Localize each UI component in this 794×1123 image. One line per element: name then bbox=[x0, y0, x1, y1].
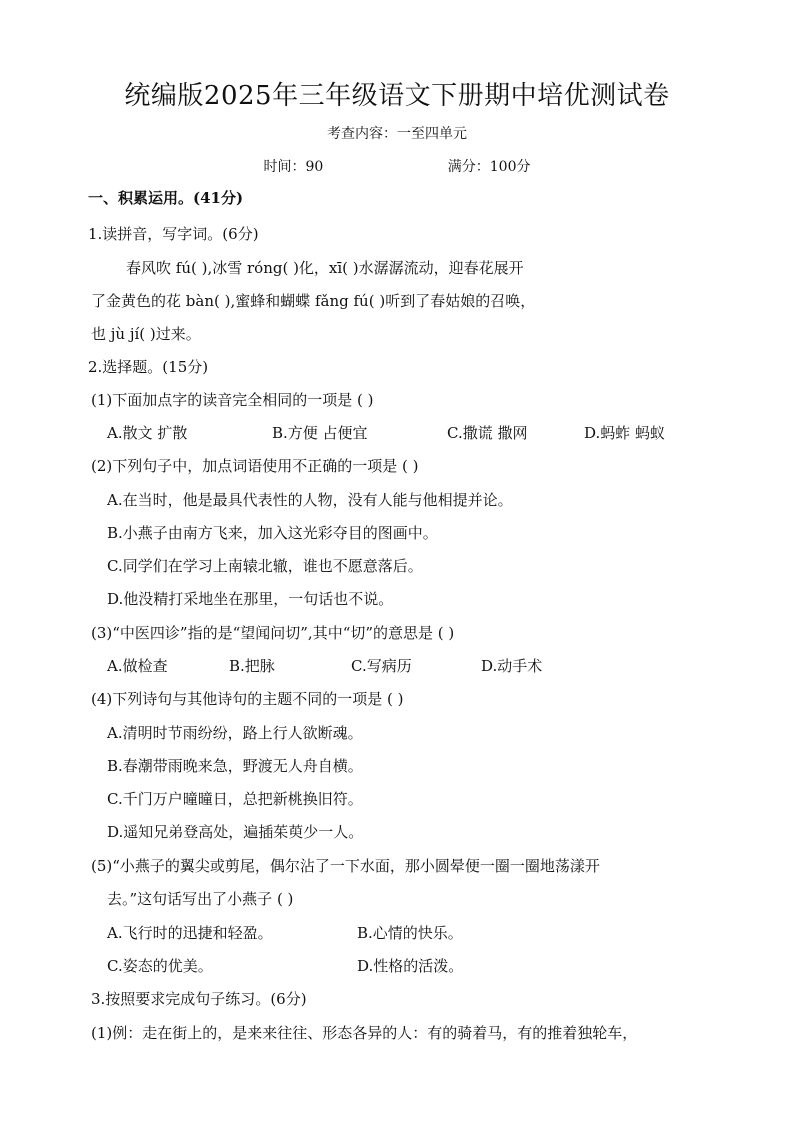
option-a: A.做检查 bbox=[107, 657, 168, 675]
option-d: D.动手术 bbox=[481, 657, 543, 675]
question-1-heading: 1.读拼音，写字词。(6分) bbox=[88, 225, 259, 243]
exam-meta bbox=[0, 157, 794, 177]
option-b: B.心情的快乐。 bbox=[357, 924, 463, 942]
option-b: B.把脉 bbox=[229, 657, 275, 675]
option-d: D.遥知兄弟登高处，遍插茱萸少一人。 bbox=[107, 823, 364, 841]
option-a: A.在当时，他是最具代表性的人物，没有人能与他相提并论。 bbox=[107, 491, 513, 509]
option-d: D.他没精打采地坐在那里，一句话也不说。 bbox=[107, 590, 394, 608]
option-c: C.撒谎 撒网 bbox=[447, 424, 528, 442]
option-a: A.清明时节雨纷纷，路上行人欲断魂。 bbox=[107, 724, 363, 742]
option-c: C.同学们在学习上南辕北辙，谁也不愿意落后。 bbox=[107, 557, 423, 575]
option-a: A.飞行时的迅捷和轻盈。 bbox=[107, 924, 273, 942]
exam-time: 时间：90 bbox=[263, 159, 324, 175]
option-d: D.蚂蚱 蚂蚁 bbox=[584, 424, 666, 442]
option-a: A.散文 扩散 bbox=[107, 424, 188, 442]
exam-scope: 考查内容：一至四单元 bbox=[327, 126, 467, 142]
question-1-line-1: 春风吹 fú( ),冰雪 róng( )化，xī( )水潺潺流动，迎春花展开 bbox=[126, 259, 524, 277]
option-c: C.姿态的优美。 bbox=[107, 957, 213, 975]
question-2-2-stem: (2)下列句子中，加点词语使用不正确的一项是 ( ) bbox=[91, 457, 419, 475]
section-heading: 一、积累运用。(41分) bbox=[88, 189, 244, 207]
question-1-line-2: 了金黄色的花 bàn( ),蜜蜂和蝴蝶 fǎng fú( )听到了春姑娘的召唤， bbox=[91, 292, 536, 310]
option-b: B.春潮带雨晚来急，野渡无人舟自横。 bbox=[107, 757, 363, 775]
exam-title: 统编版2025年三年级语文下册期中培优测试卷 bbox=[124, 81, 670, 111]
option-b: B.小燕子由南方飞来，加入这光彩夺目的图画中。 bbox=[107, 524, 438, 542]
option-c: C.千门万户曈曈日，总把新桃换旧符。 bbox=[107, 790, 363, 808]
question-2-heading: 2.选择题。(15分) bbox=[88, 358, 209, 376]
question-2-5-stem-cont: 去。”这句话写出了小燕子 ( ) bbox=[107, 890, 294, 908]
question-2-3-stem: (3)“中医四诊”指的是“望闻问切”,其中“切”的意思是 ( ) bbox=[91, 624, 455, 642]
question-1-line-3: 也 jù jí( )过来。 bbox=[91, 325, 201, 343]
question-2-4-stem: (4)下列诗句与其他诗句的主题不同的一项是 ( ) bbox=[91, 690, 404, 708]
option-d: D.性格的活泼。 bbox=[357, 957, 464, 975]
question-2-5-stem: (5)“小燕子的翼尖或剪尾，偶尔沾了一下水面，那小圆晕便一圈一圈地荡漾开 bbox=[91, 857, 600, 875]
option-c: C.写病历 bbox=[351, 657, 412, 675]
question-3-1-stem: (1)例：走在街上的，是来来往往、形态各异的人：有的骑着马，有的推着独轮车， bbox=[91, 1024, 638, 1042]
option-b: B.方便 占便宜 bbox=[272, 424, 368, 442]
exam-score: 满分：100分 bbox=[447, 159, 531, 175]
question-2-1-stem: (1)下面加点字的读音完全相同的一项是 ( ) bbox=[91, 391, 374, 409]
question-3-heading: 3.按照要求完成句子练习。(6分) bbox=[91, 990, 307, 1008]
